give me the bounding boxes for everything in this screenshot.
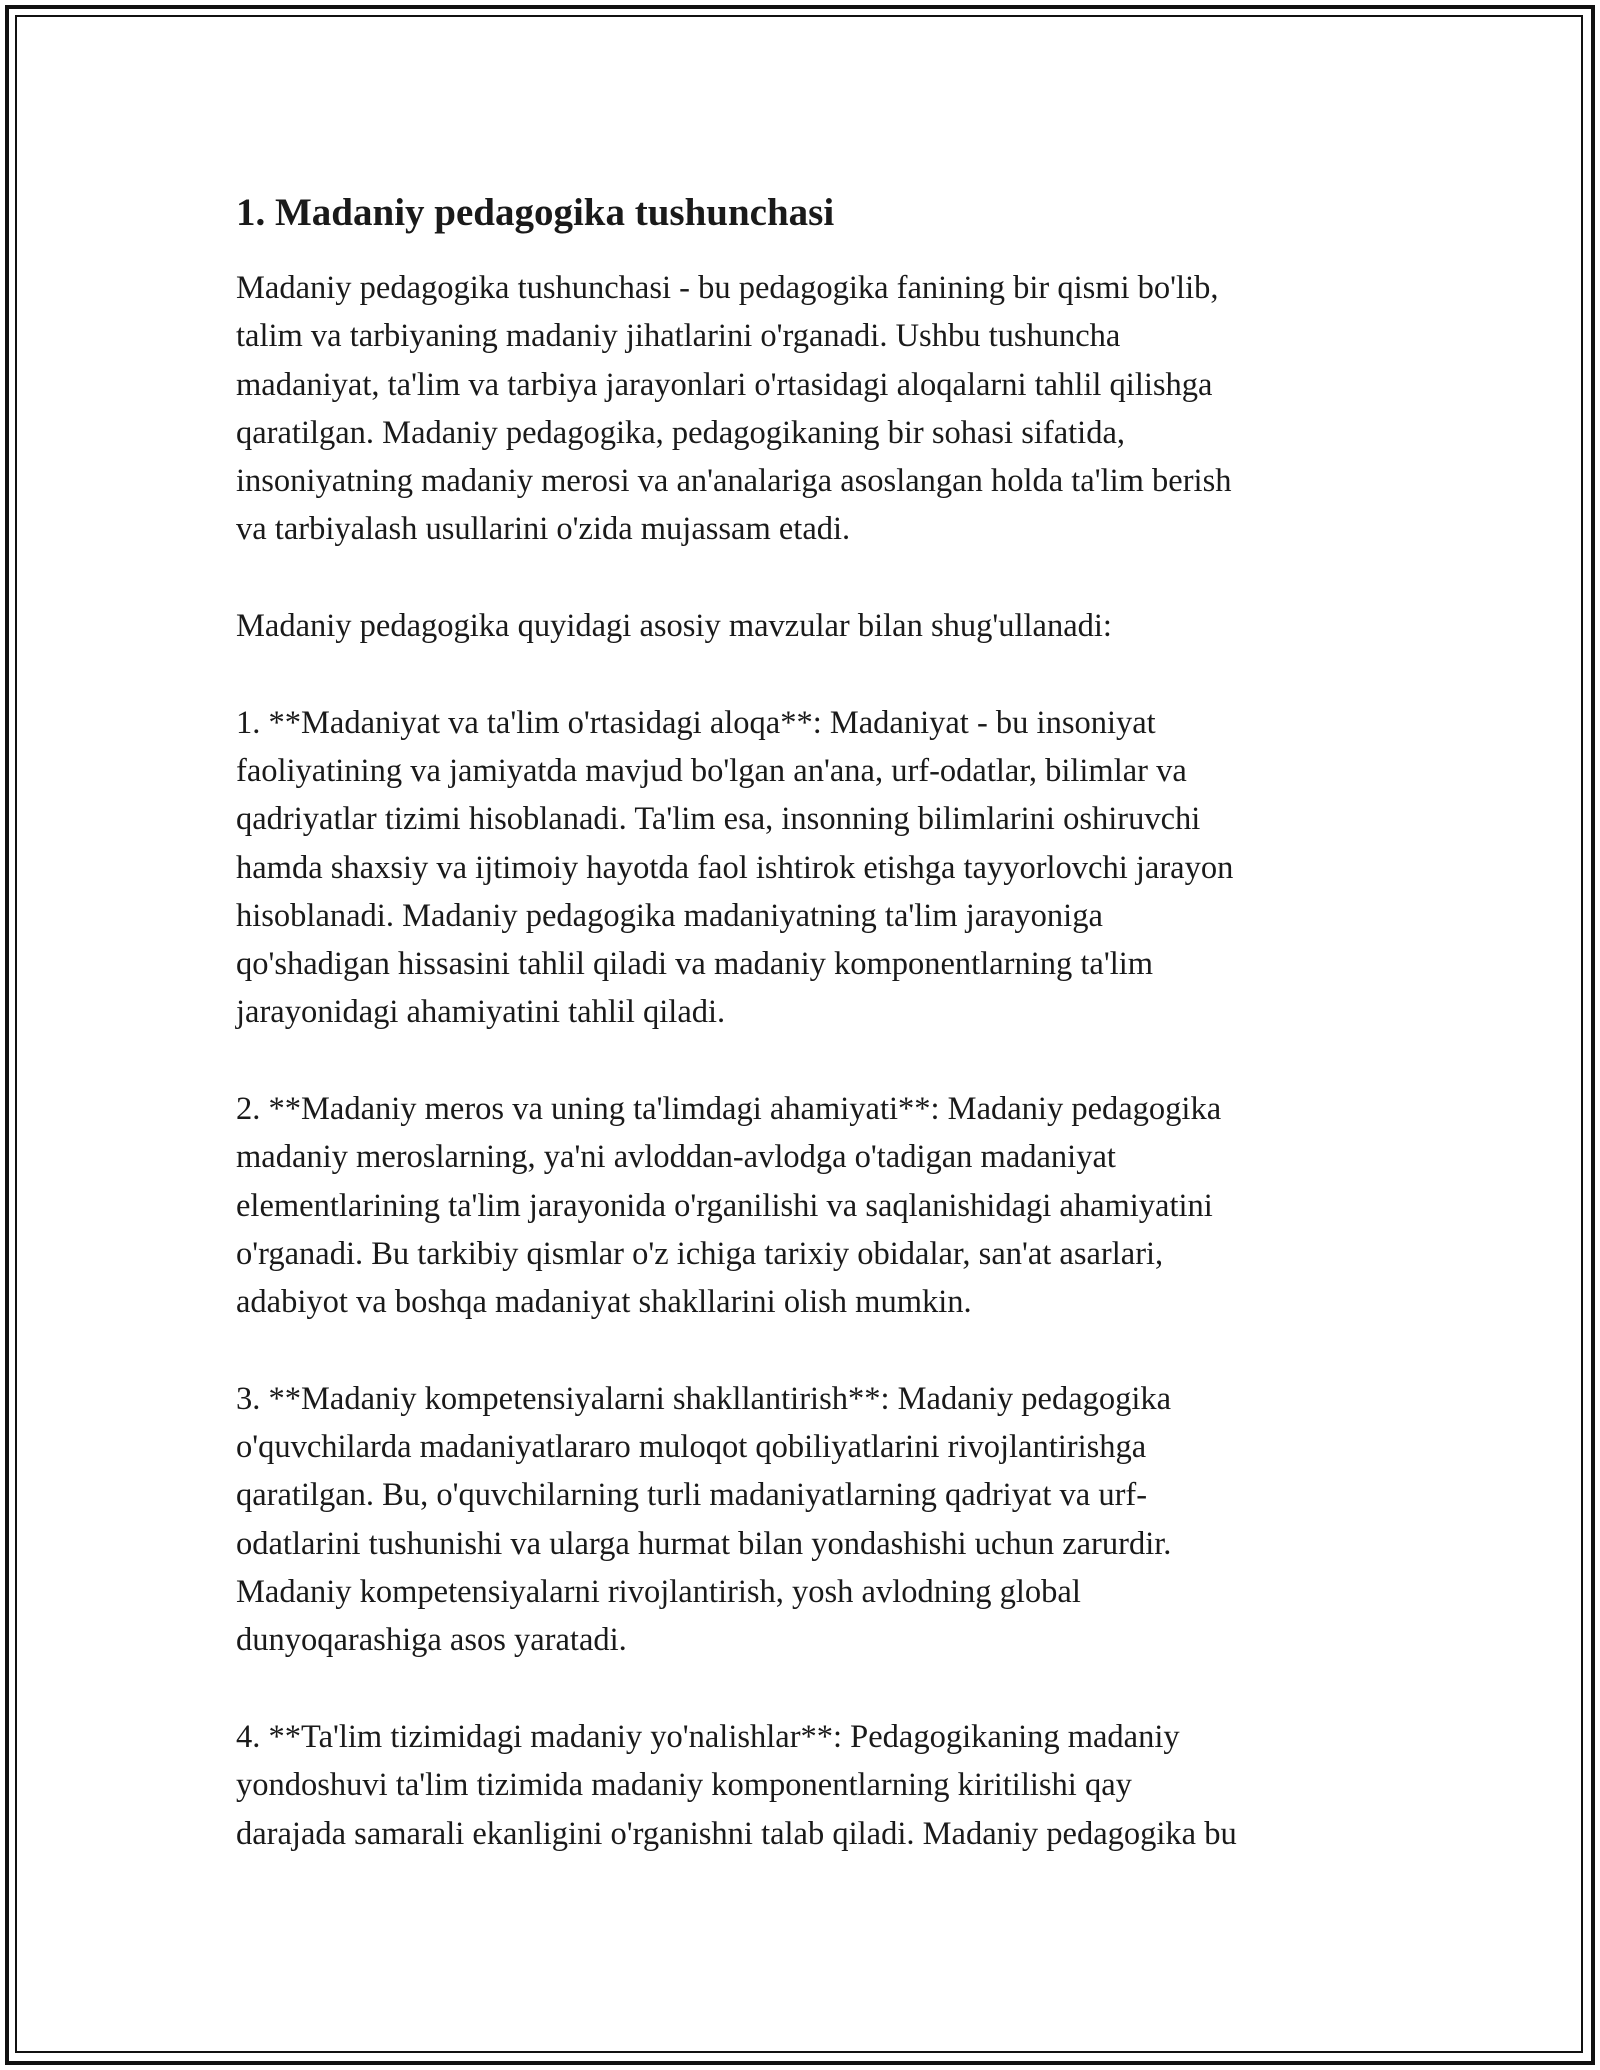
text-line: dunyoqarashiga asos yaratadi. [236, 1622, 627, 1659]
text-line: darajada samarali ekanligini o'rganishni talab qiladi. Madaniy pedagogika bu [236, 1815, 1237, 1852]
text-line: o'rganadi. Bu tarkibiy qismlar o'z ichiga tarixiy obidalar, san'at asarlari, [236, 1235, 1164, 1272]
text-line: 1. **Madaniyat va ta'lim o'rtasidagi aloqa**: Madaniyat - bu insoniyat [236, 704, 1156, 741]
text-line: elementlarining ta'lim jarayonida o'rganilishi va saqlanishidagi ahamiyatini [236, 1187, 1213, 1224]
topic-paragraph-2 [236, 1085, 1376, 1326]
topic-paragraph-4 [236, 1713, 1376, 1858]
text-line: hamda shaxsiy va ijtimoiy hayotda faol ishtirok etishga tayyorlovchi jarayon [236, 849, 1234, 886]
document-body [236, 188, 1376, 1906]
intro-paragraph [236, 264, 1376, 554]
text-line: yondoshuvi ta'lim tizimida madaniy komponentlarning kiritilishi qay [236, 1767, 1132, 1804]
text-line: va tarbiyalash usullarini o'zida mujassam etadi. [236, 511, 851, 548]
topic-paragraph-1 [236, 699, 1376, 1037]
text-line: o'quvchilarda madaniyatlararo muloqot qobiliyatlarini rivojlantirishga [236, 1429, 1147, 1466]
text-line: madaniy meroslarning, ya'ni avloddan-avlodga o'tadigan madaniyat [236, 1139, 1116, 1176]
section-heading: 1. Madaniy pedagogika tushunchasi [236, 191, 835, 234]
text-line: qadriyatlar tizimi hisoblanadi. Ta'lim esa, insonning bilimlarini oshiruvchi [236, 801, 1201, 838]
text-line: odatlarini tushunishi va ularga hurmat bilan yondashishi uchun zarurdir. [236, 1525, 1172, 1562]
text-line: Madaniy kompetensiyalarni rivojlantirish, yosh avlodning global [236, 1574, 1081, 1611]
topic-paragraph-3 [236, 1375, 1376, 1665]
text-line: talim va tarbiyaning madaniy jihatlarini o'rganadi. Ushbu tushuncha [236, 318, 1121, 355]
text-line: faoliyatining va jamiyatda mavjud bo'lgan an'ana, urf-odatlar, bilimlar va [236, 752, 1187, 789]
text-line: qaratilgan. Madaniy pedagogika, pedagogikaning bir sohasi sifatida, [236, 414, 1125, 451]
text-line: insoniyatning madaniy merosi va an'analariga asoslangan holda ta'lim berish [236, 463, 1232, 500]
text-line: jarayonidagi ahamiyatini tahlil qiladi. [236, 994, 726, 1031]
text-line: adabiyot va boshqa madaniyat shakllarini olish mumkin. [236, 1284, 972, 1321]
text-line: madaniyat, ta'lim va tarbiya jarayonlari o'rtasidagi aloqalarni tahlil qilishga [236, 366, 1213, 403]
text-line: qo'shadigan hissasini tahlil qiladi va madaniy komponentlarning ta'lim [236, 946, 1154, 983]
text-line: hisoblanadi. Madaniy pedagogika madaniyatning ta'lim jarayoniga [236, 897, 1103, 934]
text-line: Madaniy pedagogika quyidagi asosiy mavzular bilan shug'ullanadi: [236, 608, 1112, 645]
text-line: Madaniy pedagogika tushunchasi - bu pedagogika fanining bir qismi bo'lib, [236, 270, 1219, 306]
text-line: 3. **Madaniy kompetensiyalarni shakllantirish**: Madaniy pedagogika [236, 1380, 1172, 1417]
text-line: 4. **Ta'lim tizimidagi madaniy yo'nalishlar**: Pedagogikaning madaniy [236, 1718, 1180, 1755]
topics-intro-paragraph [236, 602, 1376, 650]
text-line: 2. **Madaniy meros va uning ta'limdagi ahamiyati**: Madaniy pedagogika [236, 1091, 1222, 1128]
text-line: qaratilgan. Bu, o'quvchilarning turli madaniyatlarning qadriyat va urf- [236, 1477, 1148, 1514]
